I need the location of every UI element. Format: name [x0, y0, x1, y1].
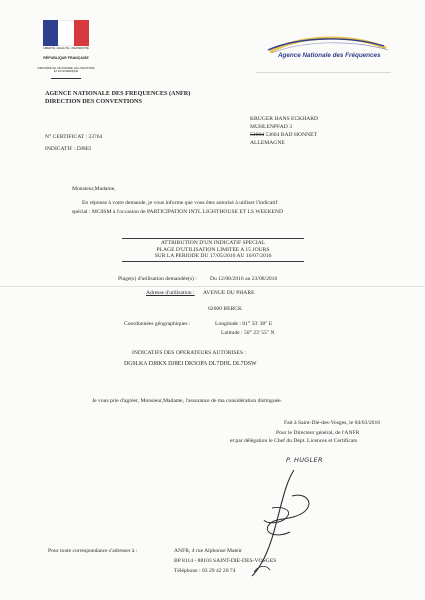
latitude: Latitude : 50° 23' 55" N — [221, 330, 275, 336]
attribution-box — [122, 238, 304, 262]
recipient-street: MUHLENPFAD 3 — [250, 124, 293, 130]
box-line3: SUR LA PERIODE DU 17/05/2016 AU 16/07/2016 — [154, 253, 272, 260]
republic-logo — [37, 20, 95, 88]
recipient-country: ALLEMAGNE — [250, 140, 285, 146]
body-paragraph-line1: En réponse à votre demande, je vous informe que vous êtes autorisé à utiliser l'indicatif — [82, 200, 278, 206]
recipient-name: KRUGER HANS ECKHARD — [250, 116, 319, 122]
closing-sentence: Je vous prie d'agréer, Monsieur,Madame, l'assurance de ma considération distinguée. — [92, 398, 282, 404]
logo-country: RÉPUBLIQUE FRANÇAISE — [43, 56, 89, 60]
indicatif-ref — [45, 146, 91, 153]
recipient-city: BAD HONNET — [280, 132, 317, 138]
recipient-postcode: 53604 — [265, 132, 280, 138]
footer-address-line2: BP 8114 - 88103 SAINT-DIE-DES-VOSGES — [174, 558, 277, 564]
box-line2: PLAGE D'UTILISATION LIMITEE A 15 JOURS — [156, 246, 270, 253]
footer-address-line1: ANFR, 4 rue Alphonse Mateir — [174, 548, 242, 554]
signature-line1: Pour le Directeur général, de l'ANFR — [276, 430, 360, 436]
recipient-city-line — [250, 132, 317, 139]
certificate-label: N° CERTIFICAT : — [45, 134, 87, 140]
box-line1: ATTRIBUTION D'UN INDICATIF SPECIAL — [160, 240, 266, 246]
town-value: 62600 BERCK — [208, 306, 243, 312]
body-paragraph-line2: spécial : MC0SM à l'occasion de PARTICIPATION INTL LIGHTHOUSE ET LS WEEKEND — [72, 209, 283, 215]
agency-title: AGENCE NATIONALE DES FREQUENCES (ANFR) — [45, 90, 191, 97]
operators-title: INDICATIFS DES OPERATEURS AUTORISES : — [132, 350, 246, 356]
longitude: Longitude : 01° 33' 38" E — [215, 321, 273, 327]
indicatif-label: INDICATIF : — [45, 146, 76, 152]
address-value: AVENUE DU PHARE — [203, 290, 255, 296]
address-label: Adresse d'utilisation : — [146, 290, 195, 296]
footer-label: Pour toute correspondance s'adresser à : — [48, 548, 138, 554]
footer-phone: Téléphone : 03 29 42 20 74 — [174, 568, 236, 574]
anfr-logo — [262, 36, 392, 68]
operators-value: DG9LKA DJ8KX DJ8EI DK5OPA DL7DHL DL7DSW — [124, 361, 257, 367]
coords-label: Coordonnées géographiques : — [124, 321, 191, 327]
certificate-ref — [45, 134, 102, 141]
anfr-logo-name: Agence Nationale des Fréquences — [278, 52, 381, 59]
agency-direction: DIRECTION DES CONVENTIONS — [45, 98, 142, 105]
signature-place-date: Fait à Saint-Dié-des-Vosges, le 04/03/2016 — [284, 420, 381, 426]
dates-value: Du 12/08/2016 au 23/08/2016 — [210, 276, 278, 282]
signature-name: P. HUGLER — [286, 456, 323, 464]
certificate-value: 33764 — [88, 134, 103, 140]
dates-label: Plage(s) d'utilisation demandée(s) : — [118, 276, 197, 282]
logo-ministry: MINISTÈRE DE L'ÉCONOMIE, DE L'INDUSTRIE ET DU NUMÉRIQUE — [37, 67, 95, 74]
recipient-postcode-struck: 53604 — [250, 132, 264, 138]
signature-line2: et par délégation le Chef du Dépt. Licences et Certificats — [230, 438, 358, 444]
marianne-flag-icon — [43, 20, 89, 46]
indicatif-value: DJ8EI — [76, 146, 92, 152]
salutation: Monsieur,Madame, — [72, 186, 116, 192]
logo-motto: LIBERTÉ • ÉGALITÉ • FRATERNITÉ — [43, 46, 89, 50]
